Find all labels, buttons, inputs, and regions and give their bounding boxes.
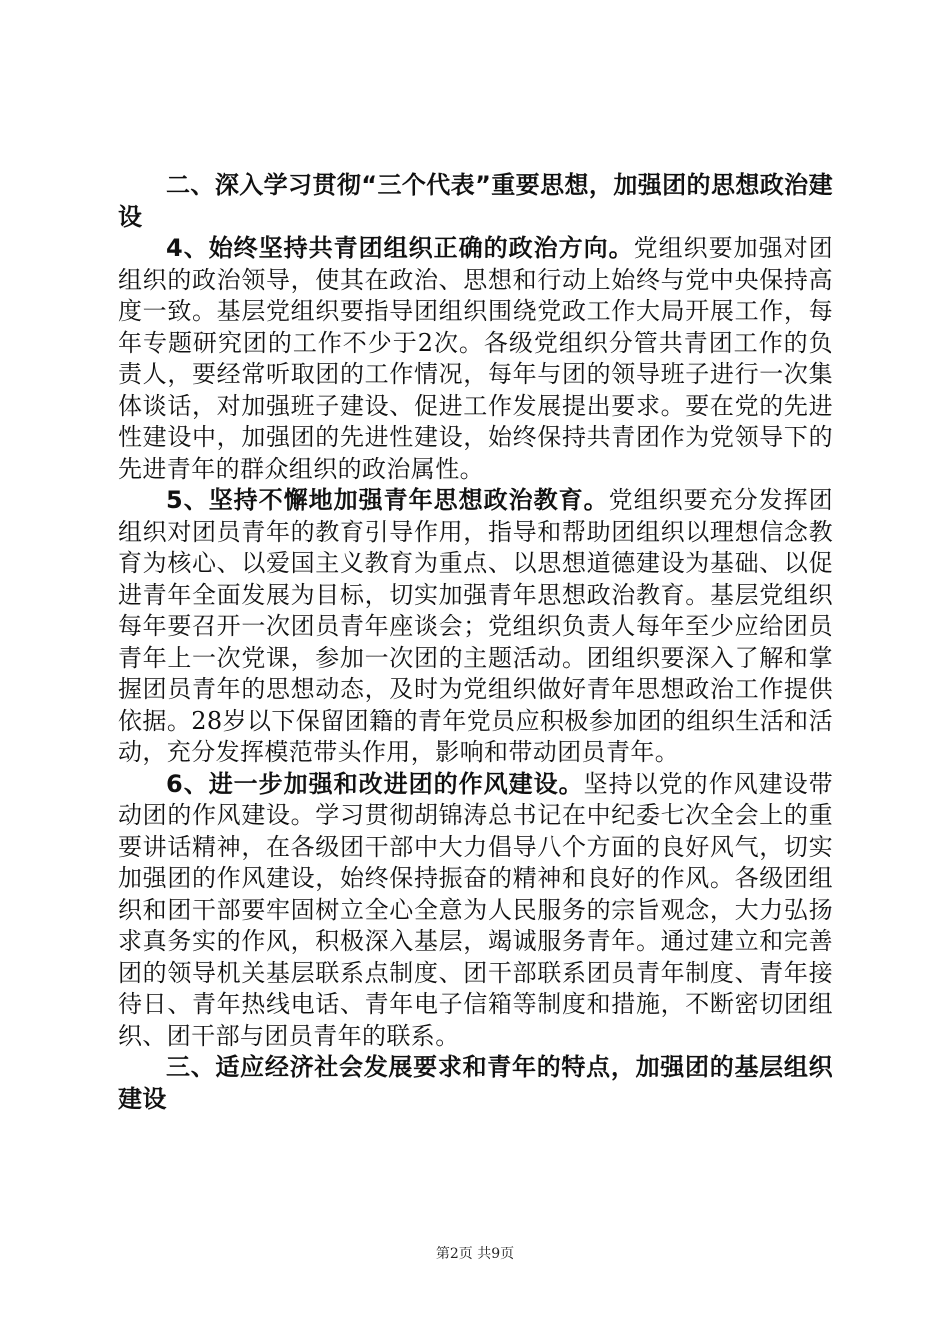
page-footer	[0, 1243, 950, 1263]
section-heading-3: 三、适应经济社会发展要求和青年的特点，加强团的基层组织建设	[118, 1053, 833, 1113]
paragraph-item-5	[118, 485, 833, 769]
page-number-label: 第2页 共9页	[435, 1246, 515, 1262]
section-heading-2: 二、深入学习贯彻“三个代表”重要思想，加强团的思想政治建设	[118, 171, 833, 231]
paragraph-item-6	[118, 769, 833, 1053]
paragraph-lead: 4、始终坚持共青团组织正确的政治方向。	[166, 234, 634, 262]
document-body	[118, 170, 833, 1115]
paragraph-text: 党组织要充分发挥团组织对团员青年的教育引导作用，指导和帮助团组织以理想信念教育为核心、以爱国主义教育为重点、以思想道德建设为基础、以促进青年全面发展为目标，切实加强青年思想政治教育。基层党组织每年要召开一次团员青年座谈会；党组织负责人每年至少应给团员青年上一次党课，参加一次团的主题活动。团组织要深入了解和掌握团员青年的思想动态，及时为党组织做好青年思想政治工作提供依据。28岁以下保留团籍的青年党员应积极参加团的组织生活和活动，充分发挥模范带头作用，影响和带动团员青年。	[118, 486, 833, 766]
paragraph-lead: 5、坚持不懈地加强青年思想政治教育。	[166, 486, 609, 514]
paragraph-item-4	[118, 233, 833, 485]
paragraph-text: 党组织要加强对团组织的政治领导，使其在政治、思想和行动上始终与党中央保持高度一致。基层党组织要指导团组织围绕党政工作大局开展工作，每年专题研究团的工作不少于2次。各级党组织分管共青团工作的负责人，要经常听取团的工作情况，每年与团的领导班子进行一次集体谈话，对加强班子建设、促进工作发展提出要求。要在党的先进性建设中，加强团的先进性建设，始终保持共青团作为党领导下的先进青年的群众组织的政治属性。	[118, 234, 833, 483]
paragraph-text: 坚持以党的作风建设带动团的作风建设。学习贯彻胡锦涛总书记在中纪委七次全会上的重要讲话精神，在各级团干部中大力倡导八个方面的良好风气，切实加强团的作风建设，始终保持振奋的精神和良好的作风。各级团组织和团干部要牢固树立全心全意为人民服务的宗旨观念，大力弘扬求真务实的作风，积极深入基层，竭诚服务青年。通过建立和完善团的领导机关基层联系点制度、团干部联系团员青年制度、青年接待日、青年热线电话、青年电子信箱等制度和措施，不断密切团组织、团干部与团员青年的联系。	[118, 769, 834, 1050]
paragraph-lead: 6、进一步加强和改进团的作风建设。	[166, 769, 584, 798]
